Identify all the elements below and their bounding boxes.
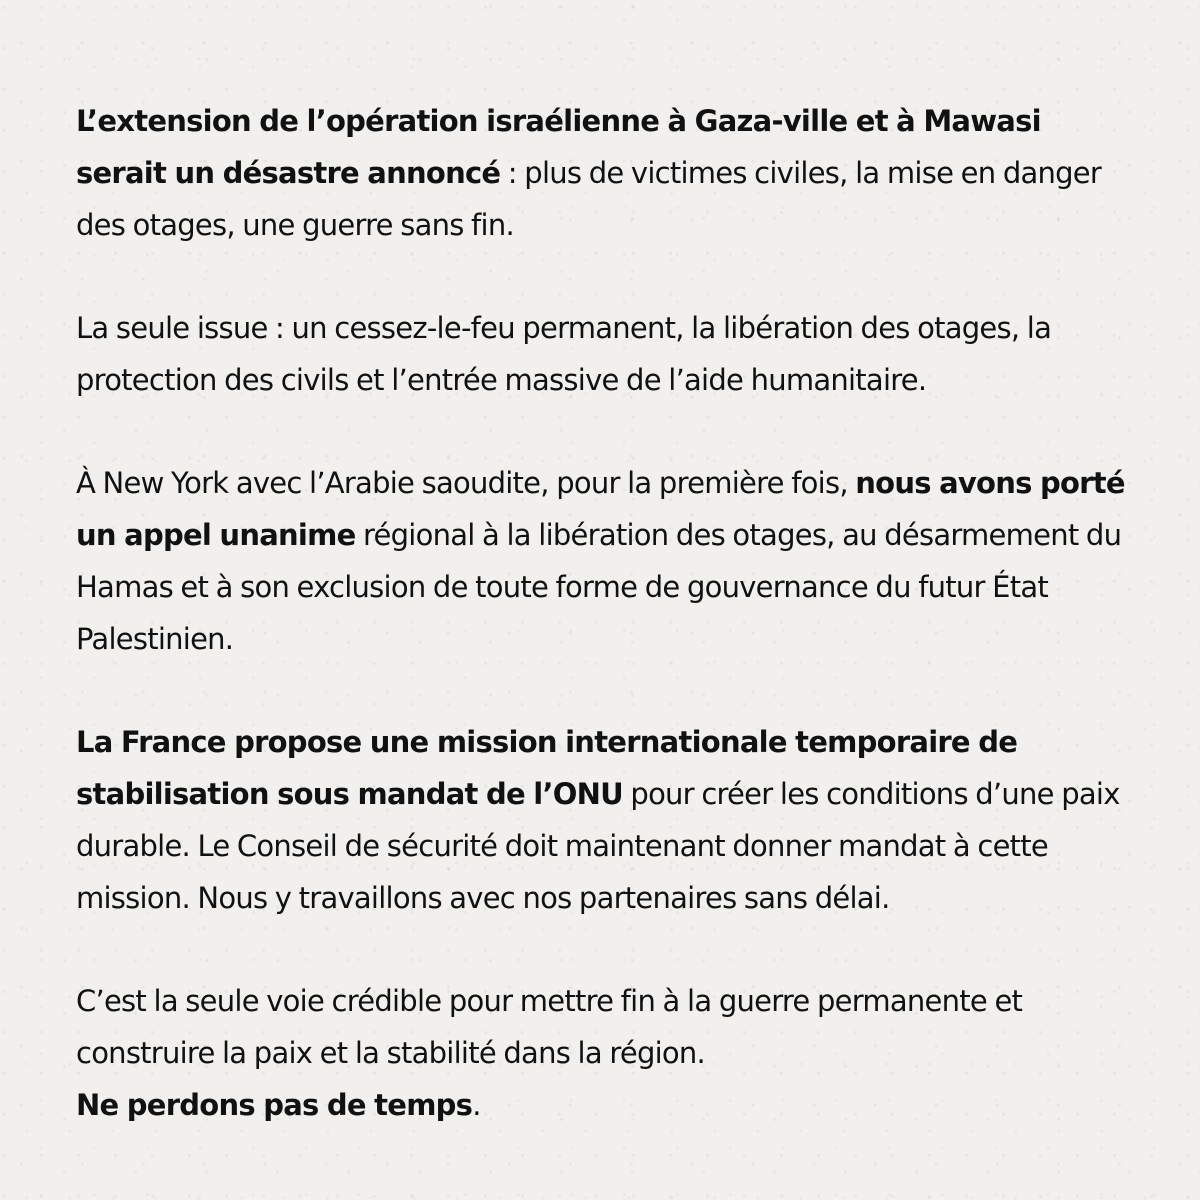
- closing-punctuation: .: [472, 1088, 481, 1122]
- text-appeal-details: régional à la libération des otages, au désarmement du Hamas et à son exclusion de toute forme de gouvernance du futur État Palestinien.: [76, 518, 1122, 656]
- paragraph-france-mission: [76, 716, 1138, 924]
- bold-gaza-extension: L’extension de l’opération israélienne à Gaza-ville et à Mawasi serait un désastre annoncé: [76, 104, 1041, 190]
- bold-unanimous-appeal: nous avons porté un appel unanime: [76, 466, 1125, 552]
- bold-france-proposal: La France propose une mission internationale temporaire de stabilisation sous mandat de l’ONU: [76, 725, 1018, 811]
- text-gaza-consequences: : plus de victimes civiles, la mise en danger des otages, une guerre sans fin.: [76, 156, 1102, 242]
- text-only-solution: La seule issue : un cessez-le-feu permanent, la libération des otages, la protection des civils et l’entrée massive de l’aide humanitaire.: [76, 311, 1052, 397]
- text-new-york-intro: À New York avec l’Arabie saoudite, pour la première fois,: [76, 466, 856, 500]
- text-credible-path: C’est la seule voie crédible pour mettre fin à la guerre permanente et construire la paix et la stabilité dans la région.: [76, 984, 1023, 1070]
- paragraph-conclusion: [76, 975, 1138, 1131]
- bold-closing-call: Ne perdons pas de temps: [76, 1088, 473, 1122]
- paragraph-gaza-extension: [76, 95, 1138, 251]
- paragraph-new-york-appeal: [76, 457, 1138, 665]
- statement-text: [76, 95, 1138, 1131]
- paragraph-only-solution: [76, 302, 1138, 406]
- text-mission-details: pour créer les conditions d’une paix durable. Le Conseil de sécurité doit maintenant donner mandat à cette mission. Nous y travaillons avec nos partenaires sans délai.: [76, 777, 1120, 915]
